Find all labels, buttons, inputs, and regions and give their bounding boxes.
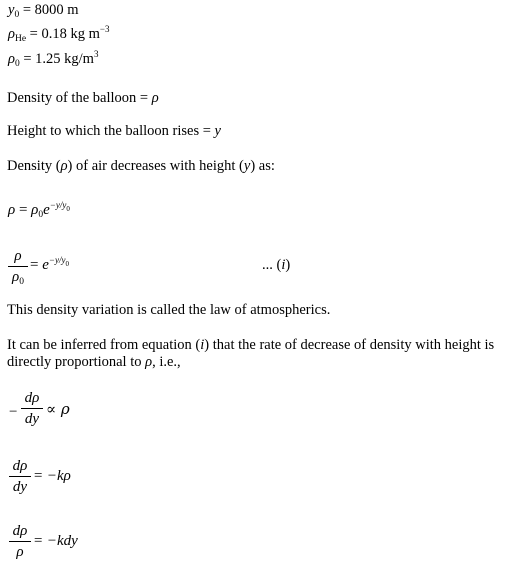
y0-value: = 8000 m xyxy=(22,2,79,18)
equation-4-rhs: = −kρ xyxy=(33,468,71,484)
rho-he-subscript: He xyxy=(14,34,27,44)
law-line: This density variation is called the law of atmospherics. xyxy=(7,302,331,318)
rho-he-symbol: ρ xyxy=(8,26,15,42)
rho-he-value: = 0.18 kg m xyxy=(29,26,100,42)
given-rho-he xyxy=(8,25,109,45)
rho-he-exponent: −3 xyxy=(99,24,110,34)
rho0-subscript: 0 xyxy=(14,59,20,69)
density-balloon-line: Density of the balloon = ρ xyxy=(7,90,159,106)
equation-3-rhs: ∝ ρ xyxy=(46,400,70,418)
height-rise-line: Height to which the balloon rises = y xyxy=(7,123,221,139)
rho0-value: = 1.25 kg/m xyxy=(23,51,94,67)
y0-subscript: 0 xyxy=(14,10,20,20)
equation-2-rhs: = $e^{-y/y0}$ xyxy=(30,255,69,273)
equation-3-fraction: dρ dy xyxy=(21,391,43,427)
inferred-paragraph: It can be inferred from equation (i) that the rate of decrease of density with height is directly proportional to ρ, i.e., xyxy=(7,337,495,370)
y0-symbol: y xyxy=(8,2,15,18)
equation-3-minus: − xyxy=(9,404,18,420)
given-rho-0 xyxy=(8,50,98,70)
equation-2-label: ... (i) xyxy=(262,257,291,273)
equation-4-fraction: dρ dy xyxy=(9,459,31,495)
rho0-symbol: ρ xyxy=(8,51,15,67)
equation-2-fraction: ρ $\rho_0$ xyxy=(8,249,28,288)
equation-5-fraction: dρ ρ xyxy=(9,524,31,560)
rho0-exponent: 3 xyxy=(93,49,99,59)
equation-5-rhs: = −kdy xyxy=(33,533,78,549)
air-density-line: Density (ρ) of air decreases with height (y) as: xyxy=(7,158,275,174)
equation-1: $\rho = \rho_0e^{-y/y0}$ xyxy=(8,200,70,220)
given-y0 xyxy=(8,3,79,21)
